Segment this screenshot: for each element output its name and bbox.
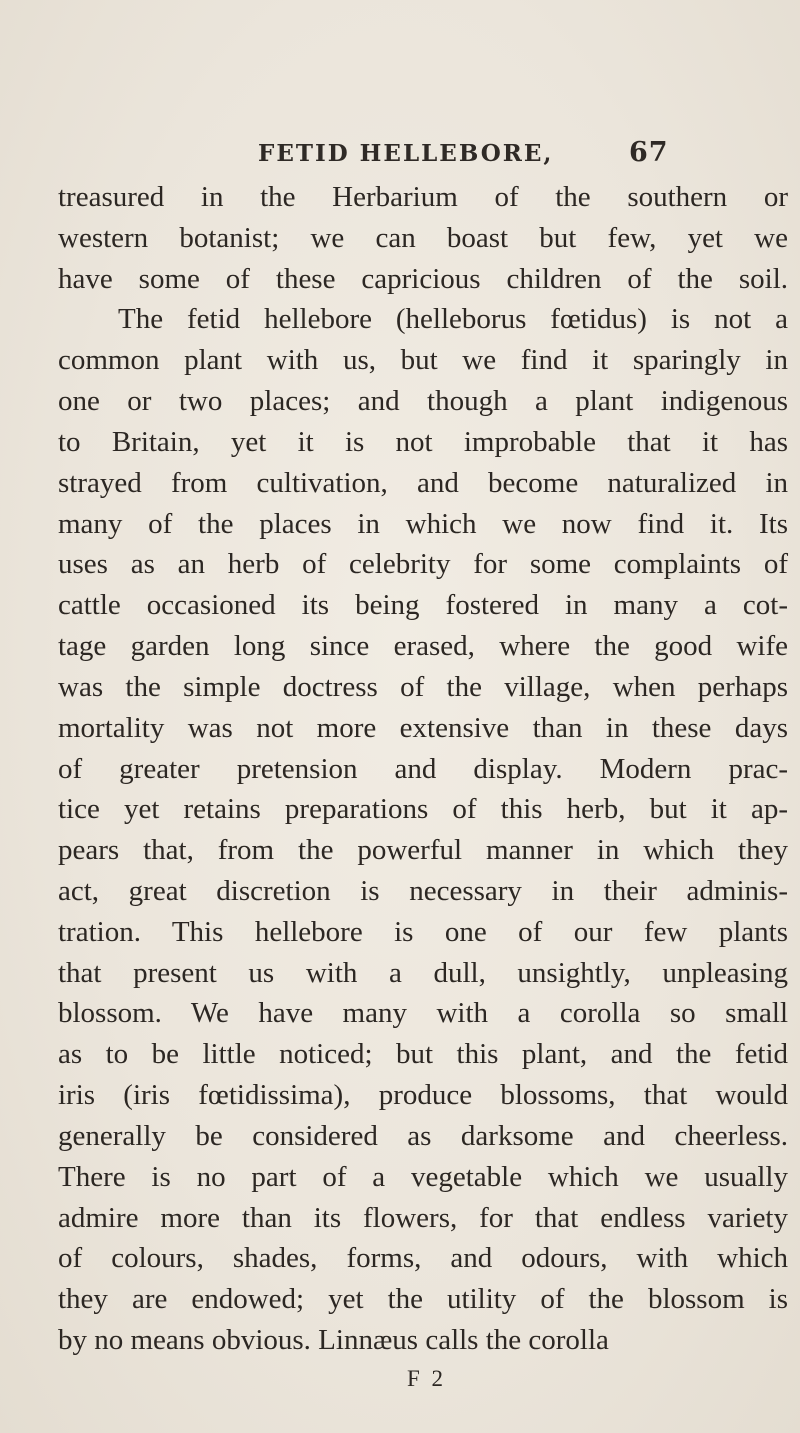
text-line: strayed from cultivation, and become naturalized in xyxy=(58,467,788,499)
text-line: that present us with a dull, unsightly, unpleasing xyxy=(58,957,788,989)
text-line: by no means obvious. Linnæus calls the corolla xyxy=(58,1324,609,1356)
text-line: uses as an herb of celebrity for some complaints of xyxy=(58,548,788,580)
text-line: mortality was not more extensive than in these days xyxy=(58,712,788,744)
text-line: iris (iris fœtidissima), produce blossoms, that would xyxy=(58,1079,788,1111)
text-line: blossom. We have many with a corolla so small xyxy=(58,997,788,1029)
text-line: tration. This hellebore is one of our few plants xyxy=(58,916,788,948)
signature-mark: F 2 xyxy=(407,1366,447,1391)
text-line: western botanist; we can boast but few, yet we xyxy=(58,222,788,254)
text-line: The fetid hellebore (helleborus fœtidus) is not a xyxy=(118,303,788,335)
text-line: There is no part of a vegetable which we usually xyxy=(58,1161,788,1193)
text-line: act, great discretion is necessary in their adminis- xyxy=(58,875,788,907)
text-line: they are endowed; yet the utility of the blossom is xyxy=(58,1283,788,1315)
page-number: 67 xyxy=(629,137,669,168)
text-line: was the simple doctress of the village, when perhaps xyxy=(58,671,788,703)
text-line: cattle occasioned its being fostered in many a cot- xyxy=(58,589,788,621)
text-line: treasured in the Herbarium of the southern or xyxy=(58,181,788,213)
text-line: pears that, from the powerful manner in which they xyxy=(58,834,788,866)
text-line: admire more than its flowers, for that endless variety xyxy=(58,1202,788,1234)
text-line: one or two places; and though a plant indigenous xyxy=(58,385,788,417)
text-line: tage garden long since erased, where the good wife xyxy=(58,630,788,662)
running-title: FETID HELLEBORE, xyxy=(258,140,554,167)
text-line: tice yet retains preparations of this herb, but it ap- xyxy=(58,793,788,825)
text-line: as to be little noticed; but this plant, and the fetid xyxy=(58,1038,788,1070)
text-line: common plant with us, but we find it sparingly in xyxy=(58,344,788,376)
text-line: to Britain, yet it is not improbable that it has xyxy=(58,426,788,458)
text-line: have some of these capricious children of the soil. xyxy=(58,263,788,295)
text-line: generally be considered as darksome and cheerless. xyxy=(58,1120,788,1152)
text-line: of greater pretension and display. Modern prac- xyxy=(58,753,788,785)
text-line: many of the places in which we now find it. Its xyxy=(58,508,788,540)
text-line: of colours, shades, forms, and odours, with which xyxy=(58,1242,788,1274)
